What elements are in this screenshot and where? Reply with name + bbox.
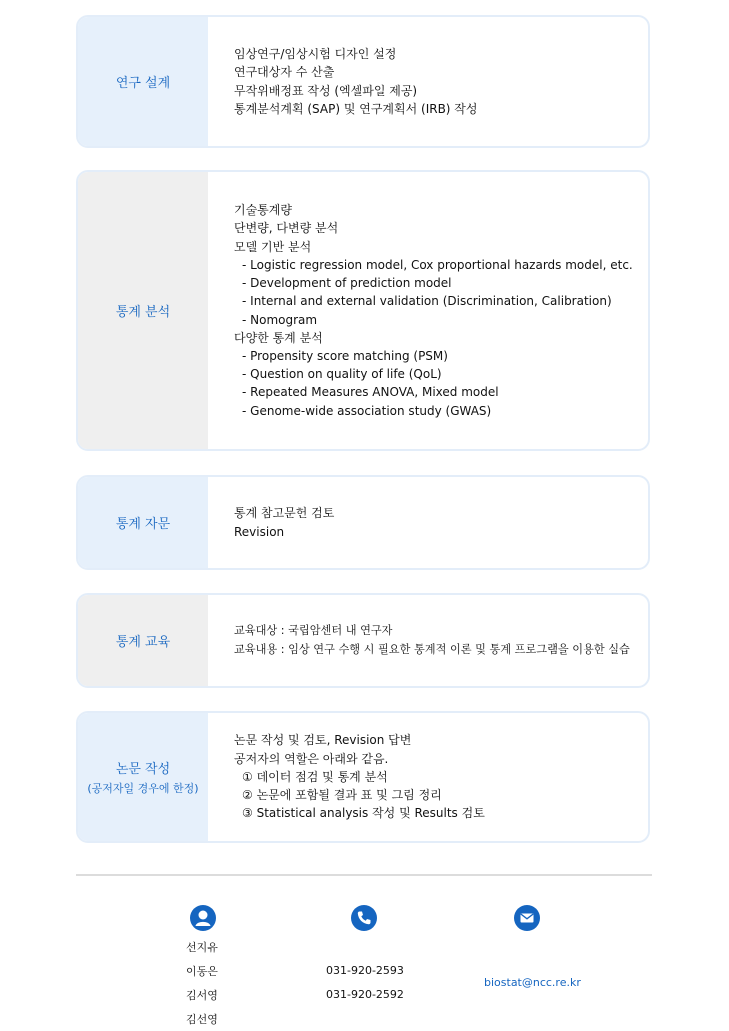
content-line: 교육내용 : 임상 연구 수행 시 필요한 통계적 이론 및 통계 프로그램을 이용한 실습 bbox=[234, 642, 630, 656]
list-item: - Nomogram bbox=[234, 311, 648, 329]
section-content bbox=[208, 17, 648, 146]
content-line: 무작위배정표 작성 (엑셀파일 제공) bbox=[234, 83, 418, 98]
section-content bbox=[208, 595, 648, 686]
content-line: 다양한 통계 분석 bbox=[234, 330, 323, 345]
section-title: 통계 교육 bbox=[115, 635, 171, 650]
section-card-study-design bbox=[76, 15, 650, 148]
section-label bbox=[78, 595, 208, 686]
contact-phone: 031-920-2592 bbox=[326, 988, 404, 1001]
list-item: - Internal and external validation (Discrimination, Calibration) bbox=[234, 292, 648, 310]
content-line: 연구대상자 수 산출 bbox=[234, 65, 335, 80]
list-item: - Question on quality of life (QoL) bbox=[234, 365, 648, 383]
content-line: 임상연구/임상시험 디자인 설정 bbox=[234, 47, 397, 62]
contact-name: 이동은 bbox=[186, 965, 218, 978]
section-label bbox=[78, 477, 208, 568]
list-item: - Propensity score matching (PSM) bbox=[234, 347, 648, 365]
section-title: 연구 설계 bbox=[115, 76, 171, 91]
section-label bbox=[78, 172, 208, 449]
section-card-paper-writing bbox=[76, 711, 650, 843]
footer-divider bbox=[76, 874, 652, 876]
content-line: 기술통계량 bbox=[234, 203, 292, 218]
content-line: 교육대상 : 국립암센터 내 연구자 bbox=[234, 624, 393, 638]
content-line: Revision bbox=[234, 524, 285, 539]
section-content bbox=[208, 477, 648, 568]
phone-icon bbox=[350, 904, 378, 932]
mail-icon bbox=[513, 904, 541, 932]
section-title: 논문 작성 bbox=[115, 762, 171, 777]
section-content bbox=[208, 172, 648, 449]
content-line: 모델 기반 분석 bbox=[234, 239, 312, 254]
content-line: 논문 작성 및 검토, Revision 답변 bbox=[234, 733, 412, 748]
section-card-consulting bbox=[76, 475, 650, 570]
list-item: - Repeated Measures ANOVA, Mixed model bbox=[234, 383, 648, 401]
list-item: - Genome-wide association study (GWAS) bbox=[234, 402, 648, 420]
list-item: - Logistic regression model, Cox proportional hazards model, etc. bbox=[234, 256, 648, 274]
contact-email[interactable]: biostat@ncc.re.kr bbox=[484, 976, 581, 989]
section-content bbox=[208, 713, 648, 841]
content-line: 공저자의 역할은 아래와 같음. bbox=[234, 751, 389, 766]
section-subtitle: (공저자일 경우에 한정) bbox=[87, 782, 199, 795]
person-icon bbox=[189, 904, 217, 932]
content-line: 단변량, 다변량 분석 bbox=[234, 221, 339, 236]
section-label bbox=[78, 17, 208, 146]
section-title: 통계 분석 bbox=[115, 305, 171, 320]
section-card-education bbox=[76, 593, 650, 688]
contact-phone: 031-920-2593 bbox=[326, 964, 404, 977]
numbered-item: ① 데이터 점검 및 통계 분석 bbox=[242, 769, 388, 784]
section-title: 통계 자문 bbox=[115, 517, 171, 532]
numbered-item: ③ Statistical analysis 작성 및 Results 검토 bbox=[242, 806, 485, 821]
contact-name: 김선영 bbox=[186, 1013, 218, 1026]
section-label bbox=[78, 713, 208, 841]
section-card-statistical-analysis bbox=[76, 170, 650, 451]
numbered-item: ② 논문에 포함될 결과 표 및 그림 정리 bbox=[242, 788, 442, 803]
content-line: 통계 참고문헌 검토 bbox=[234, 506, 335, 521]
contact-name: 김서영 bbox=[186, 989, 218, 1002]
content-line: 통계분석계획 (SAP) 및 연구계획서 (IRB) 작성 bbox=[234, 101, 478, 116]
contact-name: 선지유 bbox=[186, 941, 218, 954]
list-item: - Development of prediction model bbox=[234, 274, 648, 292]
